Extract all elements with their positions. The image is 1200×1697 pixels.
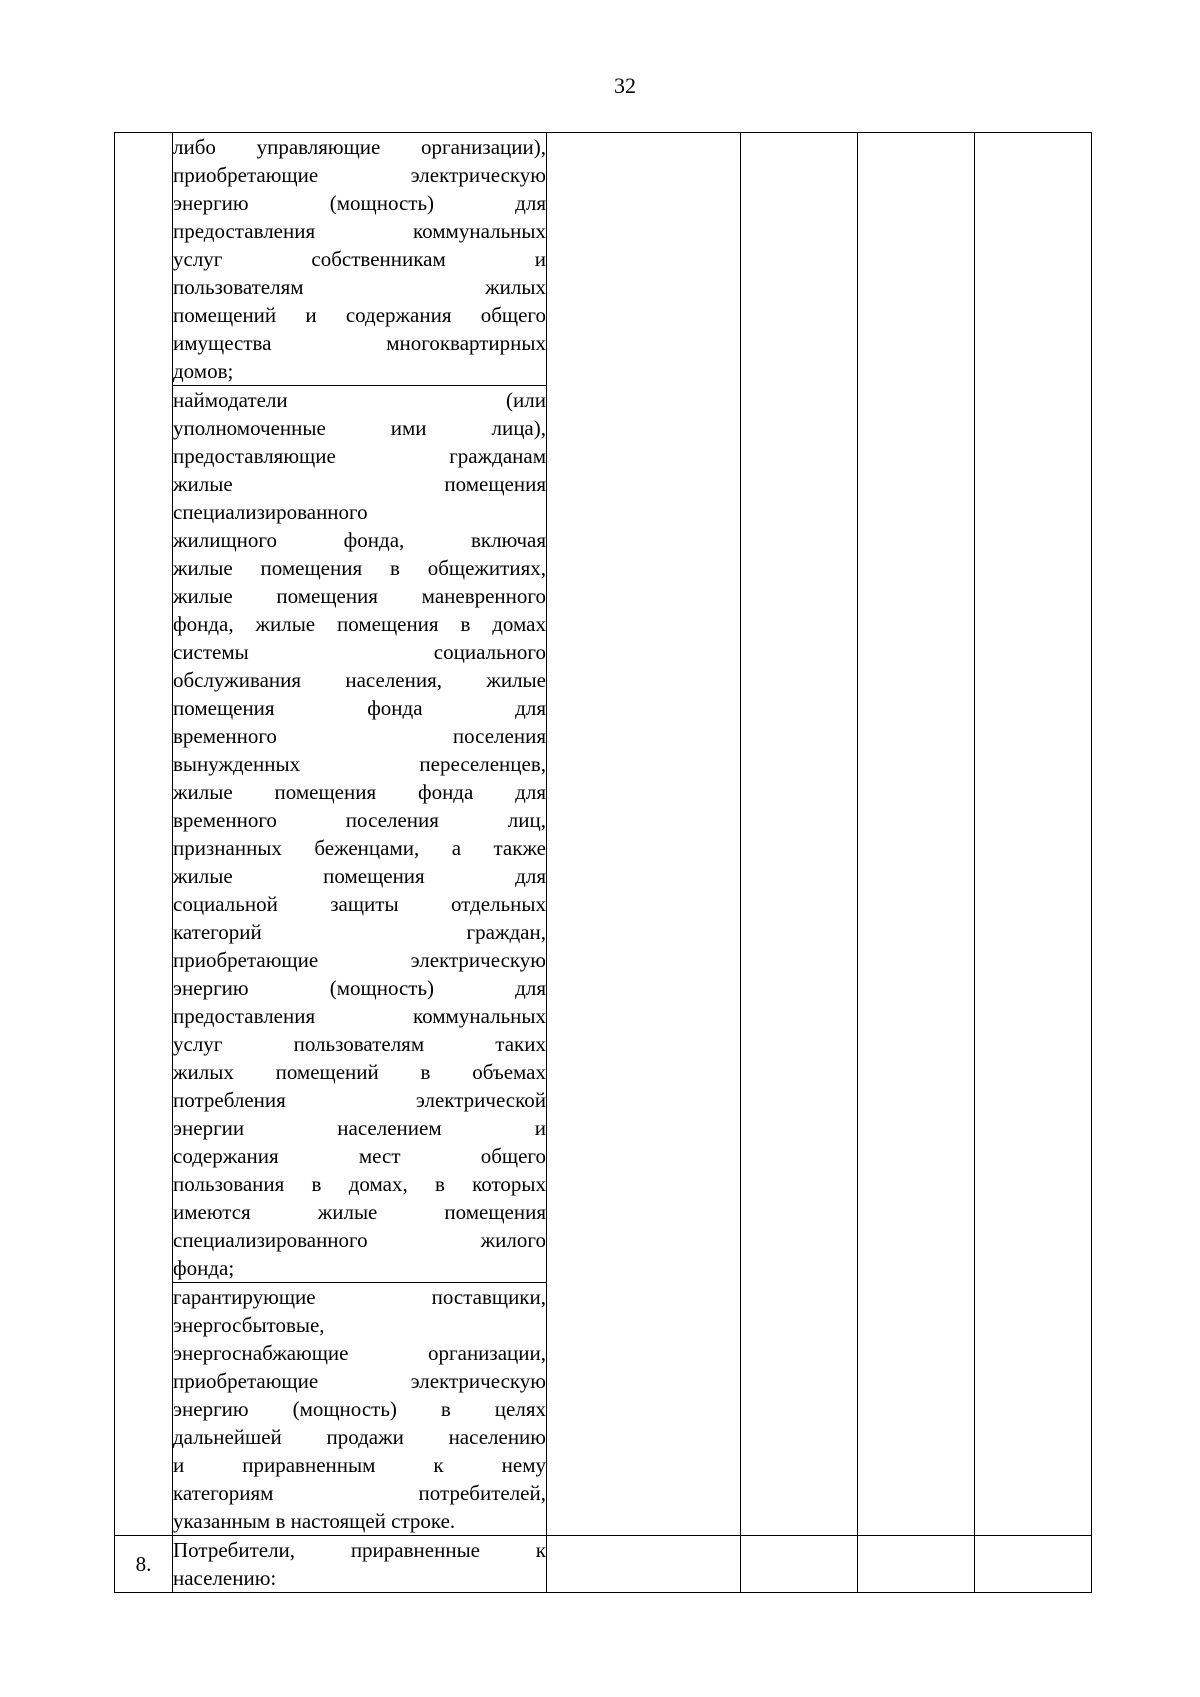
description-line: приобретающие электрическую	[173, 163, 546, 187]
value-cell	[858, 1536, 975, 1593]
description-line: жилищного фонда, включая	[173, 528, 546, 552]
description-line: энергии населением и	[173, 1116, 546, 1140]
row-number-cell: 8.	[115, 1536, 173, 1593]
value-cell	[741, 1536, 858, 1593]
description-line: специализированного	[173, 500, 368, 524]
description-line: потребления электрической	[173, 1088, 546, 1112]
description-line: временного поселения	[173, 724, 546, 748]
value-cell	[975, 1536, 1092, 1593]
description-line: предоставляющие гражданам	[173, 444, 546, 468]
description-line: гарантирующие поставщики,	[173, 1285, 546, 1309]
description-line: жилые помещения в общежитиях,	[173, 556, 546, 580]
description-line: жилые помещения	[173, 472, 546, 496]
value-cell	[547, 1536, 741, 1593]
description-line: жилые помещения для	[173, 864, 546, 888]
description-line: энергию (мощность) для	[173, 976, 546, 1000]
description-line: пользования в домах, в которых	[173, 1172, 546, 1196]
row-description-cell	[173, 1283, 547, 1536]
row-description-cell	[173, 133, 547, 386]
description-line: домов;	[173, 359, 234, 383]
description-line: помещения фонда для	[173, 696, 546, 720]
table-row	[115, 133, 1092, 386]
description-line: содержания мест общего	[173, 1144, 546, 1168]
value-cell	[741, 133, 858, 1536]
description-line: временного поселения лиц,	[173, 808, 546, 832]
description-line: дальнейшей продажи населению	[173, 1425, 546, 1449]
value-cell	[547, 133, 741, 1536]
description-line: имущества многоквартирных	[173, 331, 546, 355]
description-line: категориям потребителей,	[173, 1481, 546, 1505]
page-number: 32	[614, 73, 636, 98]
description-line: фонда;	[173, 1256, 235, 1280]
description-line: указанным в настоящей строке.	[173, 1509, 456, 1533]
description-line: социальной защиты отдельных	[173, 892, 546, 916]
description-line: приобретающие электрическую	[173, 1369, 546, 1393]
description-line: уполномоченные ими лица),	[173, 416, 546, 440]
description-line: энергию (мощность) для	[173, 191, 546, 215]
description-line: и приравненным к нему	[173, 1453, 546, 1477]
description-line: категорий граждан,	[173, 920, 546, 944]
description-line: системы социального	[173, 640, 546, 664]
description-line: приобретающие электрическую	[173, 948, 546, 972]
description-line: предоставления коммунальных	[173, 1004, 546, 1028]
description-line: энергию (мощность) в целях	[173, 1397, 546, 1421]
row-description-cell	[173, 1536, 547, 1593]
description-line: признанных беженцами, а также	[173, 836, 546, 860]
description-line: имеются жилые помещения	[173, 1200, 546, 1224]
description-line: энергоснабжающие организации,	[173, 1341, 546, 1365]
description-line: обслуживания населения, жилые	[173, 668, 546, 692]
table-row	[115, 1536, 1092, 1593]
value-cell	[975, 133, 1092, 1536]
description-line: услуг пользователям таких	[173, 1032, 546, 1056]
description-line: населению:	[173, 1566, 277, 1590]
description-line: Потребители, приравненные к	[173, 1538, 546, 1562]
description-line: специализированного жилого	[173, 1228, 546, 1252]
row-number-cell	[115, 133, 173, 1536]
description-line: либо управляющие организации),	[173, 135, 546, 159]
tariff-table	[114, 132, 1092, 1593]
description-line: помещений и содержания общего	[173, 303, 546, 327]
description-line: энергосбытовые,	[173, 1313, 325, 1337]
description-line: пользователям жилых	[173, 275, 546, 299]
description-line: жилые помещения маневренного	[173, 584, 546, 608]
description-line: жилых помещений в объемах	[173, 1060, 546, 1084]
description-line: фонда, жилые помещения в домах	[173, 612, 546, 636]
description-line: услуг собственникам и	[173, 247, 546, 271]
value-cell	[858, 133, 975, 1536]
description-line: вынужденных переселенцев,	[173, 752, 546, 776]
row-description-cell	[173, 386, 547, 1283]
table-body	[115, 133, 1092, 1593]
description-line: предоставления коммунальных	[173, 219, 546, 243]
description-line: наймодатели (или	[173, 388, 546, 412]
description-line: жилые помещения фонда для	[173, 780, 546, 804]
